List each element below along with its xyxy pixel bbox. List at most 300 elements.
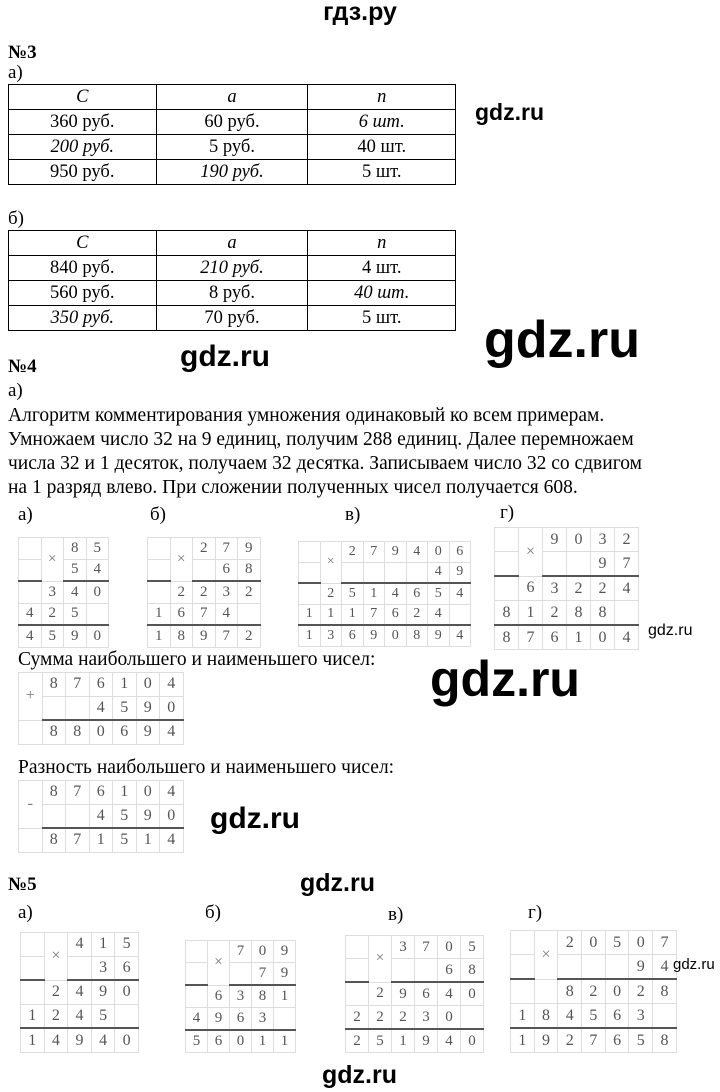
grid-cell: 4 [86, 559, 109, 581]
grid-cell: 5 [461, 936, 484, 959]
grid-cell: 2 [369, 982, 392, 1006]
grid-cell: 7 [615, 552, 639, 577]
grid-cell: 2 [238, 581, 261, 603]
grid-cell: 5 [342, 583, 364, 604]
grid-cell: 1 [299, 604, 321, 625]
grid-cell: 1 [511, 1028, 535, 1053]
grid-row [19, 804, 184, 828]
grid-cell [392, 959, 415, 983]
grid-cell: 4 [160, 673, 184, 697]
grid-cell [582, 955, 606, 980]
watermark: gdz.ru [322, 1061, 397, 1089]
table-cell: 8 руб. [156, 281, 308, 306]
grid-cell [449, 604, 471, 625]
grid-cell: 2 [558, 1028, 582, 1053]
grid-cell: 2 [44, 1004, 68, 1028]
grid-row [21, 1028, 139, 1052]
grid-cell [186, 941, 208, 963]
grid-row [19, 581, 109, 603]
grid-cell: 0 [86, 625, 109, 647]
grid-cell [495, 528, 519, 552]
grid-cell [299, 562, 321, 583]
grid-cell: 3 [415, 1006, 438, 1030]
grid-cell [461, 1006, 484, 1030]
grid-cell: 9 [534, 1028, 558, 1053]
grid-cell: 5 [428, 583, 450, 604]
operation-sign: × [41, 538, 64, 582]
grid-cell: 4 [19, 603, 42, 625]
grid-cell [406, 562, 428, 583]
grid-cell: 0 [136, 781, 160, 805]
grid-row [511, 979, 677, 1004]
grid-cell: 8 [495, 601, 519, 626]
grid-cell: 7 [363, 604, 385, 625]
grid-cell: 9 [415, 1029, 438, 1053]
grid-row [511, 1028, 677, 1053]
grid-cell: 2 [543, 601, 567, 626]
grid-cell [19, 559, 42, 581]
grid-cell: 5 [113, 696, 137, 720]
table-cell: 200 руб. [9, 135, 157, 160]
table-cell: 4 шт. [308, 256, 456, 281]
grid-cell: 1 [113, 781, 137, 805]
grid-cell: 3 [543, 576, 567, 601]
grid-cell: 6 [406, 583, 428, 604]
grid-cell: 6 [415, 982, 438, 1006]
grid-cell: 8 [42, 781, 66, 805]
grid-cell: 8 [461, 959, 484, 983]
grid-cell: 5 [64, 603, 87, 625]
grid-cell: 1 [274, 1030, 296, 1053]
grid-row [186, 985, 296, 1008]
grid-cell: 0 [252, 941, 274, 963]
table-cell: 950 руб. [9, 160, 157, 185]
grid-cell [19, 828, 43, 852]
grid-cell: 8 [42, 720, 66, 744]
table-cell: 5 шт. [308, 160, 456, 185]
grid-cell [342, 562, 364, 583]
diff-grid [18, 780, 184, 853]
grid-cell: 3 [252, 1008, 274, 1031]
task4-label-b: б) [150, 504, 166, 525]
grid-cell: 9 [68, 1028, 92, 1052]
table-row [9, 135, 456, 160]
grid-cell: 6 [519, 576, 543, 601]
grid-row [19, 603, 109, 625]
grid-cell [299, 542, 321, 563]
grid-cell: 0 [605, 979, 629, 1004]
grid-cell: 4 [186, 1008, 208, 1031]
grid-row [346, 1029, 484, 1053]
grid-cell: 4 [438, 1029, 461, 1053]
watermark: gdz.ru [210, 802, 300, 835]
task4-grid-b [147, 537, 261, 648]
grid-row [19, 625, 109, 647]
grid-cell: 4 [653, 955, 677, 980]
grid-row [19, 673, 184, 697]
grid-cell [86, 603, 109, 625]
grid-cell: 0 [629, 931, 653, 955]
operation-sign: × [320, 542, 342, 584]
grid-cell: 5 [369, 1029, 392, 1053]
grid-cell: 6 [438, 959, 461, 983]
grid-cell: 3 [91, 956, 115, 980]
grid-cell [543, 552, 567, 577]
table-cell: 210 руб. [156, 256, 308, 281]
paragraph-line: числа 32 и 1 десяток, получаем 32 десятка. Записываем число 32 со сдвигом [8, 453, 642, 474]
grid-cell: 0 [385, 625, 407, 646]
grid-cell: 6 [385, 604, 407, 625]
grid-cell: 1 [567, 625, 591, 650]
grid-cell [42, 804, 66, 828]
task3-a-label: а) [8, 62, 23, 83]
grid-cell: 1 [148, 625, 171, 647]
grid-cell: 9 [591, 552, 615, 577]
task5-grid-v [345, 935, 484, 1053]
grid-row [19, 781, 184, 805]
grid-row [148, 559, 261, 581]
operation-sign: + [19, 673, 43, 721]
grid-cell: 3 [320, 625, 342, 646]
grid-cell: 2 [238, 625, 261, 647]
table-cell: 6 шт. [308, 110, 456, 135]
grid-cell: 9 [543, 528, 567, 552]
grid-cell: 8 [495, 625, 519, 650]
grid-cell [567, 552, 591, 577]
grid-row [148, 538, 261, 560]
table-header-row [9, 231, 456, 256]
grid-cell: 4 [215, 603, 238, 625]
task3-title: №3 [8, 42, 37, 63]
grid-cell: 0 [461, 982, 484, 1006]
grid-cell: 1 [136, 828, 160, 852]
task4-label-g: г) [500, 502, 515, 523]
grid-cell: 0 [115, 1028, 139, 1052]
grid-cell: 8 [567, 601, 591, 626]
grid-row [495, 576, 639, 601]
task5-label-a: а) [18, 902, 33, 923]
grid-cell: 2 [170, 581, 193, 603]
grid-row [346, 982, 484, 1006]
grid-cell: 1 [519, 601, 543, 626]
grid-cell [615, 601, 639, 626]
grid-cell [605, 955, 629, 980]
grid-cell: 7 [215, 625, 238, 647]
grid-cell: 8 [534, 1004, 558, 1029]
grid-cell: 5 [605, 931, 629, 955]
grid-row [21, 980, 139, 1004]
grid-cell [148, 538, 171, 560]
grid-cell: 1 [342, 604, 364, 625]
grid-cell: 0 [230, 1030, 252, 1053]
grid-cell: 9 [91, 980, 115, 1004]
grid-cell: 6 [113, 720, 137, 744]
grid-cell: 1 [299, 625, 321, 646]
grid-cell: 7 [363, 542, 385, 563]
grid-cell: 4 [68, 933, 92, 957]
grid-cell: 5 [91, 1004, 115, 1028]
task5-grid-b [185, 940, 296, 1053]
grid-cell: 4 [449, 625, 471, 646]
grid-cell: 4 [615, 625, 639, 650]
grid-cell [42, 696, 66, 720]
grid-cell: 8 [406, 625, 428, 646]
grid-cell: 4 [406, 542, 428, 563]
table-row [9, 306, 456, 331]
grid-cell: 9 [392, 982, 415, 1006]
grid-cell [193, 559, 216, 581]
grid-row [495, 552, 639, 577]
grid-cell [186, 985, 208, 1008]
grid-cell: 7 [66, 781, 90, 805]
table-header-row [9, 85, 456, 110]
grid-cell [534, 979, 558, 1004]
table-cell: 5 руб. [156, 135, 308, 160]
grid-cell [68, 956, 92, 980]
grid-cell: 9 [64, 625, 87, 647]
grid-cell: 9 [385, 542, 407, 563]
grid-cell [19, 538, 42, 560]
grid-cell: 8 [238, 559, 261, 581]
paragraph-line: Алгоритм комментирования умножения одинаковый ко всем примерам. [8, 405, 605, 426]
grid-cell: 8 [64, 538, 87, 560]
grid-cell: 6 [215, 559, 238, 581]
grid-cell: 0 [438, 1006, 461, 1030]
grid-cell: 2 [615, 528, 639, 552]
grid-cell: 3 [41, 581, 64, 603]
grid-cell: 4 [44, 1028, 68, 1052]
grid-cell: 4 [160, 781, 184, 805]
task5-grid-g [510, 930, 677, 1053]
grid-cell: 1 [320, 604, 342, 625]
operation-sign: × [534, 931, 558, 980]
grid-cell: 1 [91, 933, 115, 957]
grid-cell: 5 [115, 933, 139, 957]
grid-cell [385, 562, 407, 583]
grid-cell: 5 [186, 1030, 208, 1053]
grid-cell: 8 [591, 601, 615, 626]
grid-cell: 8 [558, 979, 582, 1004]
grid-cell: 1 [511, 1004, 535, 1029]
grid-row [148, 581, 261, 603]
grid-cell [19, 581, 42, 603]
grid-cell: 6 [208, 985, 230, 1008]
diff-text: Разность наибольшего и наименьшего чисел: [18, 757, 395, 778]
grid-cell: 2 [193, 538, 216, 560]
site-header: гдз.ру [323, 0, 397, 26]
grid-cell [495, 576, 519, 601]
grid-cell [230, 963, 252, 986]
grid-cell: 6 [605, 1004, 629, 1029]
operation-sign: × [170, 538, 193, 582]
task5-label-b: б) [205, 902, 221, 923]
grid-cell: 1 [363, 583, 385, 604]
grid-cell: 6 [605, 1028, 629, 1053]
column-header: n [308, 85, 456, 110]
grid-cell: 2 [41, 603, 64, 625]
grid-cell [274, 1008, 296, 1031]
grid-cell: 3 [392, 936, 415, 959]
grid-row [299, 625, 471, 646]
operation-sign: × [369, 936, 392, 983]
grid-cell: 8 [653, 979, 677, 1004]
task5-grid-a [20, 932, 139, 1053]
grid-cell: 2 [193, 581, 216, 603]
column-header: C [9, 85, 157, 110]
task3-b-table [8, 230, 456, 331]
grid-cell [19, 720, 43, 744]
grid-cell: 6 [170, 603, 193, 625]
watermark: gdz.ru [475, 99, 544, 125]
grid-row [346, 936, 484, 959]
task5-label-g: г) [528, 902, 543, 923]
grid-cell: 2 [320, 583, 342, 604]
grid-cell: 1 [252, 1030, 274, 1053]
grid-cell: 6 [449, 542, 471, 563]
grid-cell: 0 [591, 625, 615, 650]
grid-cell [558, 955, 582, 980]
grid-cell: 2 [558, 931, 582, 955]
table-cell: 560 руб. [9, 281, 157, 306]
grid-cell: 2 [567, 576, 591, 601]
grid-cell [511, 955, 535, 980]
grid-cell: 9 [208, 1008, 230, 1031]
paragraph-line: на 1 разряд влево. При сложении полученных чисел получается 608. [8, 477, 578, 498]
grid-row [21, 933, 139, 957]
grid-row [186, 941, 296, 963]
grid-cell: 5 [629, 1028, 653, 1053]
grid-row [346, 959, 484, 983]
column-header: a [156, 85, 308, 110]
watermark: gdz.ru [300, 869, 375, 897]
grid-cell: 7 [415, 936, 438, 959]
grid-cell: 2 [369, 1006, 392, 1030]
table-cell: 40 шт. [308, 281, 456, 306]
grid-cell: 4 [160, 828, 184, 852]
grid-cell [653, 1004, 677, 1029]
grid-row [346, 1006, 484, 1030]
grid-cell: 2 [346, 1006, 369, 1030]
grid-cell: 0 [438, 936, 461, 959]
grid-cell [346, 959, 369, 983]
grid-cell: 0 [89, 720, 113, 744]
grid-cell [66, 804, 90, 828]
grid-row [19, 538, 109, 560]
grid-cell: 9 [428, 625, 450, 646]
grid-cell: 0 [582, 931, 606, 955]
grid-cell: 2 [346, 1029, 369, 1053]
grid-cell: 1 [392, 1029, 415, 1053]
grid-cell: 7 [653, 931, 677, 955]
grid-cell [511, 931, 535, 955]
operation-sign: × [208, 941, 230, 986]
grid-row [299, 583, 471, 604]
grid-cell: 1 [21, 1004, 45, 1028]
grid-cell: 1 [148, 603, 171, 625]
grid-row [495, 601, 639, 626]
table-cell: 70 руб. [156, 306, 308, 331]
grid-cell: 7 [252, 963, 274, 986]
grid-cell: 7 [66, 673, 90, 697]
table-row [9, 281, 456, 306]
grid-cell: 5 [64, 559, 87, 581]
task5-title: №5 [8, 874, 37, 895]
grid-cell: 9 [238, 538, 261, 560]
table-row [9, 110, 456, 135]
grid-cell: 6 [208, 1030, 230, 1053]
grid-cell: 9 [363, 625, 385, 646]
grid-row [21, 956, 139, 980]
task3-a-table [8, 84, 456, 185]
column-header: n [308, 231, 456, 256]
grid-row [19, 559, 109, 581]
grid-cell: 7 [230, 941, 252, 963]
watermark: gdz.ru [648, 622, 693, 639]
grid-cell: 3 [215, 581, 238, 603]
table-cell: 360 руб. [9, 110, 157, 135]
grid-cell: 2 [406, 604, 428, 625]
grid-cell: 2 [582, 979, 606, 1004]
grid-cell: 6 [89, 781, 113, 805]
grid-cell: 2 [44, 980, 68, 1004]
task4-paragraph [8, 404, 642, 500]
grid-row [19, 696, 184, 720]
grid-cell [363, 562, 385, 583]
grid-cell: 2 [591, 576, 615, 601]
grid-row [148, 625, 261, 647]
grid-cell: 5 [113, 804, 137, 828]
operation-sign: × [44, 933, 68, 981]
grid-cell: 2 [342, 542, 364, 563]
operation-sign: × [519, 528, 543, 577]
grid-cell: 4 [68, 1004, 92, 1028]
grid-cell: 1 [274, 985, 296, 1008]
grid-cell: 7 [582, 1028, 606, 1053]
grid-cell: 8 [653, 1028, 677, 1053]
grid-cell: 6 [543, 625, 567, 650]
grid-cell [238, 603, 261, 625]
grid-row [19, 720, 184, 744]
table-row [9, 160, 456, 185]
grid-cell: 3 [230, 985, 252, 1008]
grid-cell: 8 [66, 720, 90, 744]
grid-cell: 0 [428, 542, 450, 563]
table-cell: 5 шт. [308, 306, 456, 331]
grid-row [511, 931, 677, 955]
grid-cell [21, 956, 45, 980]
grid-cell: 2 [629, 979, 653, 1004]
grid-row [511, 1004, 677, 1029]
grid-row [299, 604, 471, 625]
grid-cell: 6 [89, 673, 113, 697]
task3-b-label: б) [8, 208, 24, 229]
grid-cell: 4 [385, 583, 407, 604]
grid-row [19, 828, 184, 852]
grid-cell: 8 [252, 985, 274, 1008]
grid-cell [148, 581, 171, 603]
task4-label-v: в) [345, 504, 361, 525]
grid-cell [115, 1004, 139, 1028]
grid-cell [186, 963, 208, 986]
grid-row [148, 603, 261, 625]
task4-a-label: а) [8, 380, 23, 401]
grid-cell: 0 [86, 581, 109, 603]
grid-cell: 9 [193, 625, 216, 647]
table-row [9, 256, 456, 281]
grid-cell: 4 [428, 562, 450, 583]
task4-title: №4 [8, 356, 37, 377]
sum-text: Сумма наибольшего и наименьшего чисел: [18, 649, 376, 670]
